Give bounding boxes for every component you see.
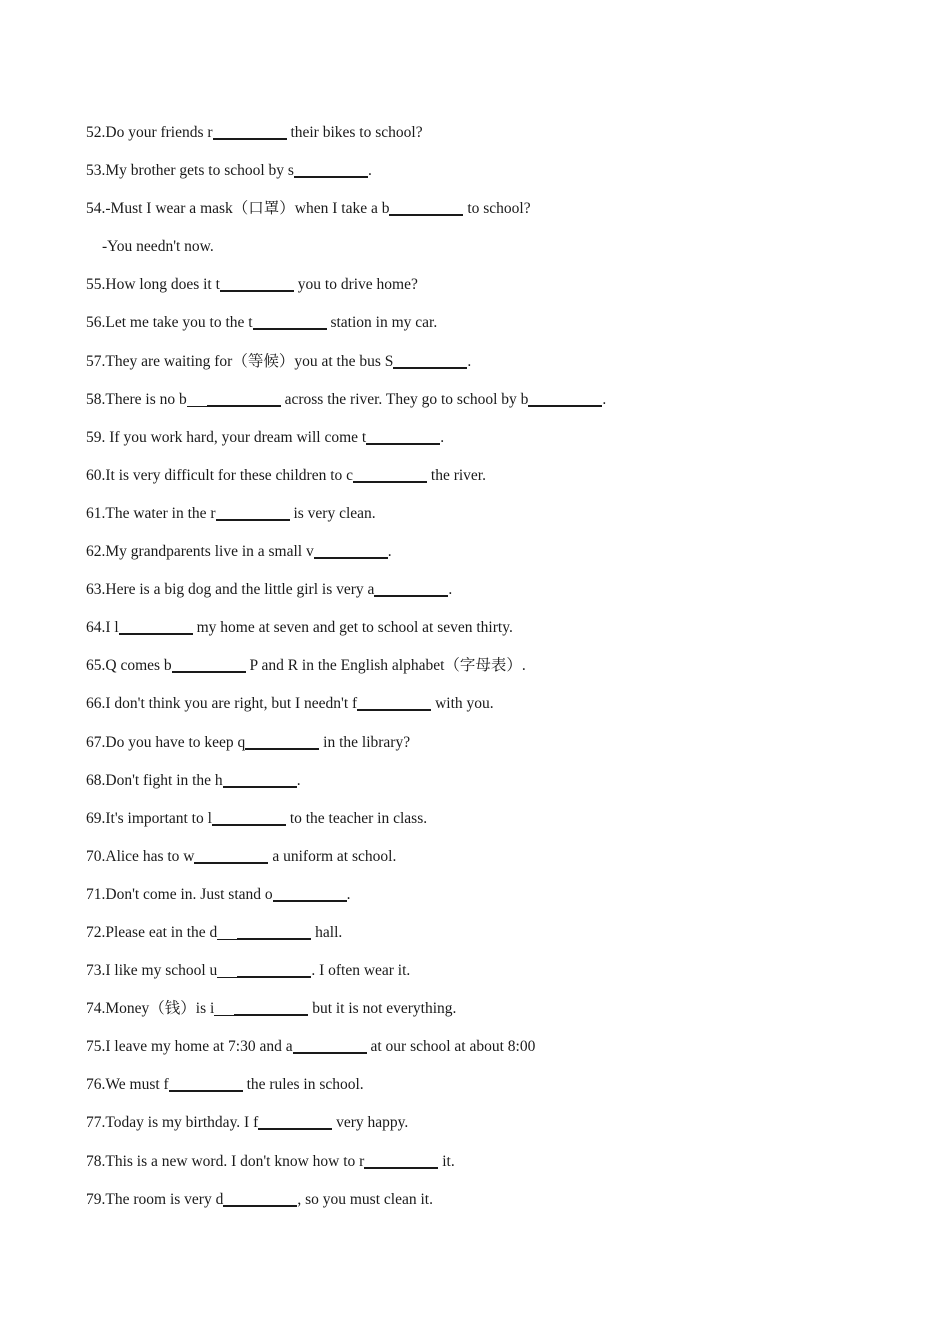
answer-blank[interactable] [294,158,368,178]
exercise-text: station in my car. [326,314,438,332]
answer-blank[interactable] [172,653,246,673]
exercise-text: 74.Money（钱）is i [86,1000,215,1018]
exercise-item [86,157,886,195]
answer-blank[interactable] [273,882,347,902]
exercise-text: is very clean. [289,504,376,522]
exercise-item [86,690,886,728]
exercise-text: 77.Today is my birthday. I f [86,1114,259,1132]
exercise-text: , so you must clean it. [297,1190,433,1208]
exercise-text: . I often wear it. [311,962,411,980]
exercise-text: . [448,581,453,599]
answer-blank[interactable] [389,196,463,216]
exercise-text: you to drive home? [293,276,418,294]
exercise-text: 72.Please eat in the d [86,923,218,941]
answer-blank[interactable] [169,1072,243,1092]
answer-blank[interactable] [237,920,311,940]
exercise-text: 56.Let me take you to the t [86,314,253,332]
answer-blank[interactable] [293,1034,367,1054]
answer-blank[interactable] [213,120,287,140]
exercise-text: . [467,352,472,370]
exercise-text: 55.How long does it t [86,276,220,294]
exercise-text: 75.I leave my home at 7:30 and a [86,1038,293,1056]
exercise-text: to school? [463,200,531,218]
exercise-item [86,919,886,957]
exercise-text: -You needn't now. [102,238,214,256]
answer-blank[interactable] [374,577,448,597]
exercise-item [86,576,886,614]
exercise-text: 79.The room is very d [86,1190,224,1208]
exercise-text: 68.Don't fight in the h [86,771,223,789]
exercise-item [86,805,886,843]
exercise-item [86,195,886,233]
exercise-text: 54.-Must I wear a mask（口罩）when I take a b [86,200,390,218]
exercise-item [86,1148,886,1186]
answer-blank[interactable] [357,691,431,711]
exercise-text: the river. [427,466,486,484]
exercise-text: 62.My grandparents live in a small v [86,543,314,561]
exercise-text: at our school at about 8:00 [366,1038,536,1056]
exercise-text: 71.Don't come in. Just stand o [86,885,273,903]
exercise-text: 73.I like my school u [86,962,218,980]
exercise-item [86,386,886,424]
exercise-item [86,309,886,347]
exercise-text: . [296,771,301,789]
exercise-item [86,538,886,576]
exercise-text: the rules in school. [242,1076,364,1094]
exercise-text: to the teacher in class. [285,809,428,827]
answer-blank[interactable] [353,463,427,483]
exercise-item [86,957,886,995]
answer-blank[interactable] [220,272,294,292]
answer-blank[interactable] [528,387,602,407]
exercise-text: 60.It is very difficult for these children to c [86,466,354,484]
answer-blank[interactable] [237,958,311,978]
exercise-item [86,843,886,881]
answer-blank[interactable] [258,1110,332,1130]
exercise-item [86,500,886,538]
exercise-text: 63.Here is a big dog and the little girl is very a [86,581,375,599]
answer-blank[interactable] [314,539,388,559]
exercise-text: 59. If you work hard, your dream will come t [86,428,367,446]
exercise-item [86,881,886,919]
exercise-item [86,1109,886,1147]
answer-blank[interactable] [187,388,207,407]
exercise-text: 61.The water in the r [86,504,216,522]
exercise-item [86,119,886,157]
exercise-text: . [440,428,445,446]
exercise-text: but it is not everything. [308,1000,457,1018]
answer-blank[interactable] [119,615,193,635]
exercise-item [86,348,886,386]
exercise-item [86,1186,886,1224]
answer-blank[interactable] [217,921,237,940]
answer-blank[interactable] [214,997,234,1016]
exercise-item [86,767,886,805]
exercise-text: 52.Do your friends r [86,124,213,141]
exercise-text: 78.This is a new word. I don't know how to r [86,1152,365,1170]
exercise-item [86,462,886,500]
answer-blank[interactable] [223,768,297,788]
answer-blank[interactable] [253,310,327,330]
exercise-text: my home at seven and get to school at seven thirty. [192,619,513,637]
answer-blank[interactable] [393,349,467,369]
exercise-text: . [602,390,607,408]
exercise-text: 70.Alice has to w [86,847,195,865]
exercise-text: hall. [311,923,343,941]
exercise-text: 67.Do you have to keep q [86,733,246,751]
exercise-text: . [387,543,392,561]
exercise-text: across the river. They go to school by b [280,390,529,408]
exercise-text: P and R in the English alphabet（字母表）. [245,657,526,675]
exercise-item [86,995,886,1033]
answer-blank[interactable] [207,387,281,407]
exercise-text: their bikes to school? [286,124,423,141]
exercise-item [86,614,886,652]
exercise-text: 69.It's important to l [86,809,212,827]
exercise-text: 66.I don't think you are right, but I needn't f [86,695,358,713]
exercise-text: in the library? [319,733,411,751]
exercise-item [86,729,886,767]
exercise-item [86,1033,886,1071]
exercise-text: 57.They are waiting for（等候）you at the bus S [86,352,394,370]
answer-blank[interactable] [194,844,268,864]
exercise-text: 58.There is no b [86,390,187,408]
exercise-text: 64.I l [86,619,119,637]
exercise-item [86,1071,886,1109]
exercise-item [86,652,886,690]
answer-blank[interactable] [223,1187,297,1207]
exercise-text: . [367,162,372,180]
exercise-text: a uniform at school. [268,847,397,865]
answer-blank[interactable] [212,806,286,826]
exercise-text: . [346,885,351,903]
exercise-item [86,271,886,309]
exercise-list [86,119,886,1224]
answer-blank[interactable] [366,425,440,445]
exercise-text: 76.We must f [86,1076,169,1094]
answer-blank[interactable] [364,1149,438,1169]
exercise-text: with you. [431,695,494,713]
exercise-text: it. [438,1152,455,1170]
exercise-text: 65.Q comes b [86,657,172,675]
exercise-reply [86,233,886,271]
answer-blank[interactable] [217,959,237,978]
exercise-item [86,424,886,462]
exercise-text: 53.My brother gets to school by s [86,162,294,180]
exercise-text: very happy. [332,1114,409,1132]
answer-blank[interactable] [216,501,290,521]
answer-blank[interactable] [234,996,308,1016]
answer-blank[interactable] [245,730,319,750]
